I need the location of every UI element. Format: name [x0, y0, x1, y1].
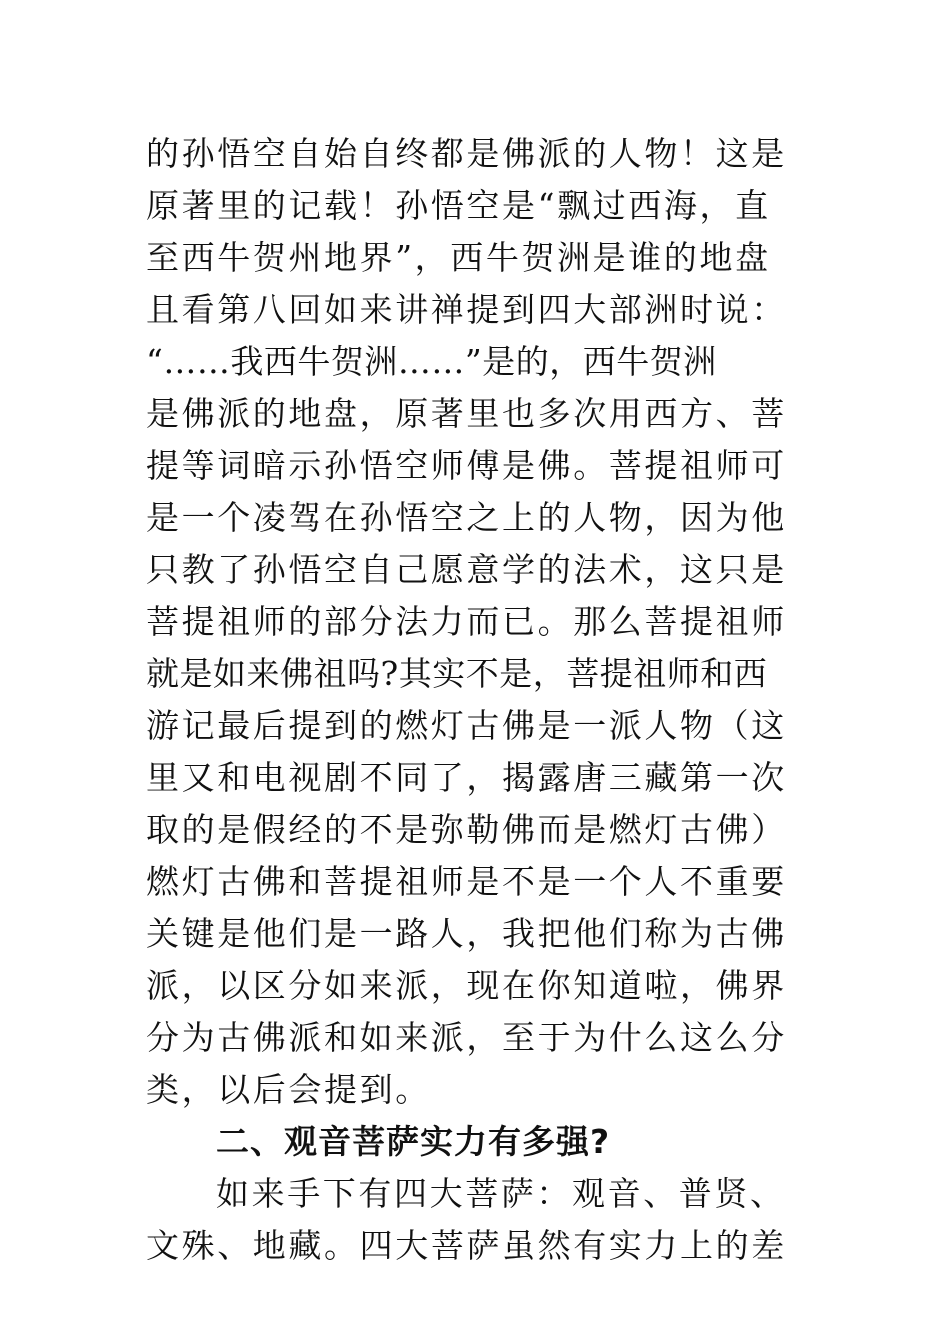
text-line-12: 游记最后提到的燃灯古佛是一派人物（这	[146, 706, 787, 745]
paragraph-line-1: 如来手下有四大菩萨：观音、普贤、	[216, 1174, 786, 1213]
text-line-4: 且看第八回如来讲禅提到四大部洲时说：	[146, 290, 787, 329]
text-line-15: 燃灯古佛和菩提祖师是不是一个人不重要	[146, 862, 787, 901]
text-line-2: 原著里的记载！孙悟空是“飘过西海，直	[146, 186, 771, 225]
text-line-19: 类，以后会提到。	[146, 1070, 431, 1109]
section-heading: 二、观音菩萨实力有多强?	[216, 1122, 611, 1161]
text-line-18: 分为古佛派和如来派，至于为什么这么分	[146, 1018, 787, 1057]
text-line-5: “……我西牛贺洲……”是的，西牛贺洲	[146, 342, 717, 381]
text-line-14: 取的是假经的不是弥勒佛而是燃灯古佛）	[146, 810, 787, 849]
text-line-1: 的孙悟空自始自终都是佛派的人物！这是	[146, 134, 787, 173]
text-line-10: 菩提祖师的部分法力而已。那么菩提祖师	[146, 602, 787, 641]
paragraph-line-2: 文殊、地藏。四大菩萨虽然有实力上的差	[146, 1226, 787, 1265]
text-line-13: 里又和电视剧不同了，揭露唐三藏第一次	[146, 758, 787, 797]
text-line-8: 是一个凌驾在孙悟空之上的人物，因为他	[146, 498, 787, 537]
text-line-7: 提等词暗示孙悟空师傅是佛。菩提祖师可	[146, 446, 787, 485]
text-line-6: 是佛派的地盘，原著里也多次用西方、菩	[146, 394, 787, 433]
text-line-17: 派，以区分如来派，现在你知道啦，佛界	[146, 966, 787, 1005]
text-line-16: 关键是他们是一路人，我把他们称为古佛	[146, 914, 787, 953]
document-body	[146, 128, 811, 1272]
text-line-11: 就是如来佛祖吗?其实不是，菩提祖师和西	[146, 654, 768, 693]
text-line-3: 至西牛贺州地界”，西牛贺洲是谁的地盘	[146, 238, 771, 277]
text-line-9: 只教了孙悟空自己愿意学的法术，这只是	[146, 550, 787, 589]
